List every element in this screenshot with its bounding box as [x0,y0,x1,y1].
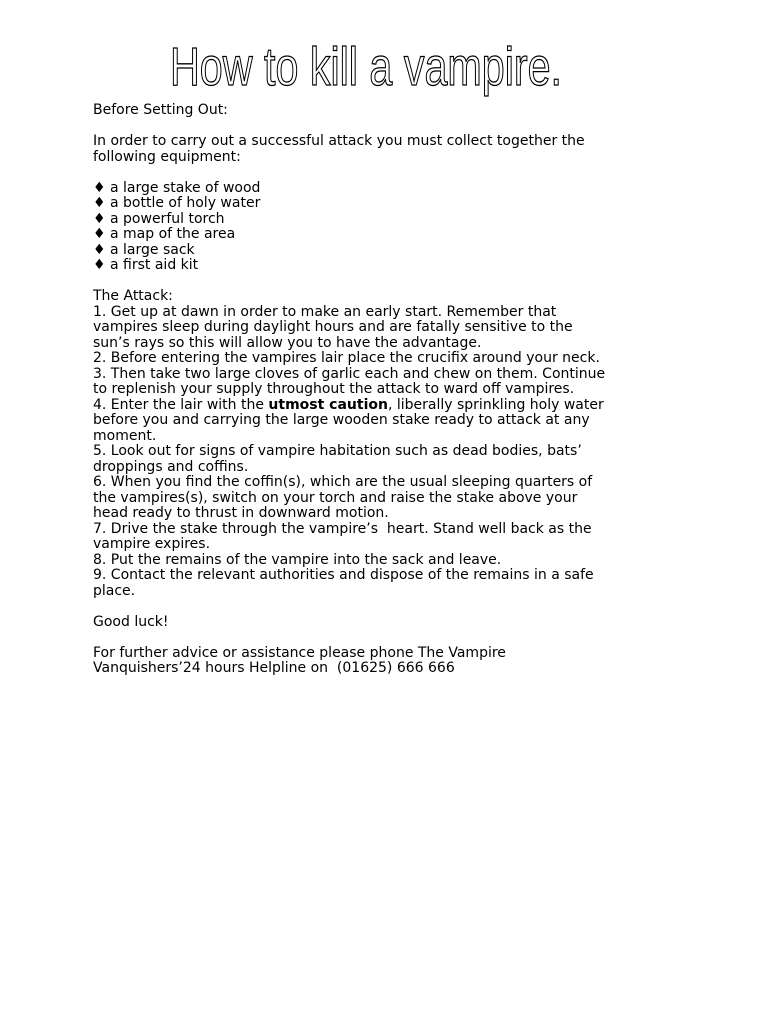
bullet-icon: ♦ [93,179,106,196]
document-body [93,103,623,677]
title-text: How to kill a vampire. [170,37,562,97]
step-3: to replenish your supply throughout the attack to ward off vampires. [93,381,575,397]
equipment-item: ♦ a powerful torch [93,210,225,227]
contact-line: Vanquishers’24 hours Helpline on (01625) 666 666 [93,660,455,676]
step-1: vampires sleep during daylight hours and are fatally sensitive to the [93,319,573,335]
document-title [166,30,566,106]
bullet-icon: ♦ [93,226,106,242]
equipment-item: ♦ a large sack [93,241,195,258]
intro-line: In order to carry out a successful attack you must collect together the [93,133,585,149]
step-6: 6. When you find the coffin(s), which are the usual sleeping quarters of [93,474,593,490]
equipment-item: ♦ a large stake of wood [93,179,261,196]
before-heading: Before Setting Out: [93,102,228,118]
equipment-item: ♦ a bottle of holy water [93,195,261,211]
title-wordart [166,30,566,106]
step-2: 2. Before entering the vampires lair place the crucifix around your neck. [93,350,600,366]
step-7: vampire expires. [93,536,211,552]
good-luck: Good luck! [93,613,169,630]
equipment-item: ♦ a first aid kit [93,257,199,273]
bullet-icon: ♦ [93,257,106,273]
step-8: 8. Put the remains of the vampire into the sack and leave. [93,551,502,568]
contact-line: For further advice or assistance please phone The Vampire [93,644,506,661]
utmost-caution-emphasis: utmost caution [268,396,388,413]
bullet-icon: ♦ [93,210,106,227]
step-1: 1. Get up at dawn in order to make an early start. Remember that [93,303,557,320]
step-6: the vampires(s), switch on your torch and raise the stake above your [93,489,578,506]
step-7: 7. Drive the stake through the vampire’s heart. Stand well back as the [93,520,592,537]
step-3: 3. Then take two large cloves of garlic each and chew on them. Continue [93,365,606,382]
step-5: 5. Look out for signs of vampire habitation such as dead bodies, bats’ [93,443,582,459]
step-9: 9. Contact the relevant authorities and dispose of the remains in a safe [93,567,594,583]
step-1: sun’s rays so this will allow you to have the advantage. [93,334,482,351]
step-6: head ready to thrust in downward motion. [93,505,389,521]
bullet-icon: ♦ [93,195,106,211]
step-4: before you and carrying the large wooden stake ready to attack at any [93,412,590,428]
bullet-icon: ♦ [93,241,106,258]
step-4: moment. [93,427,157,444]
step-5: droppings and coffins. [93,458,249,475]
attack-heading: The Attack: [93,288,173,304]
intro-line: following equipment: [93,148,241,165]
equipment-item: ♦ a map of the area [93,226,236,242]
step-9: place. [93,582,136,599]
step-4: 4. Enter the lair with the utmost caution, liberally sprinkling holy water [93,396,604,413]
